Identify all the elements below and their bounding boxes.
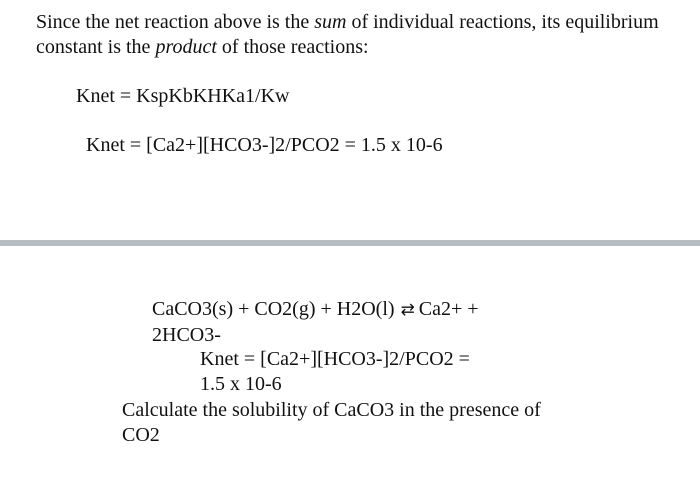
- question-knet-line1: Knet = [Ca2+][HCO3-]2/PCO2 =: [200, 348, 470, 370]
- intro-paragraph: [36, 10, 676, 60]
- question-prompt-line1: Calculate the solubility of CaCO3 in the presence of: [122, 399, 541, 421]
- intro-emphasis-product: product: [155, 36, 217, 58]
- intro-text-part3: of those reactions:: [216, 36, 369, 58]
- reaction-right-side: Ca2+ +: [418, 298, 479, 320]
- question-knet-line2: 1.5 x 10-6: [200, 373, 282, 395]
- section-divider: [0, 240, 700, 246]
- reaction-left-side: CaCO3(s) + CO2(g) + H2O(l): [152, 298, 395, 320]
- intro-emphasis-sum: sum: [314, 11, 347, 33]
- intro-text-part1: Since the net reaction above is the: [36, 11, 315, 33]
- reaction-equation: [152, 297, 479, 322]
- reaction-continuation: 2HCO3-: [152, 324, 221, 346]
- knet-product-equation: Knet = KspKbKHKa1/Kw: [76, 85, 290, 107]
- intro-text-part2: of individual reactions, its equilibrium constant is the: [36, 11, 659, 58]
- knet-expression-equation: Knet = [Ca2+][HCO3-]2/PCO2 = 1.5 x 10-6: [86, 134, 443, 156]
- question-prompt-line2: CO2: [122, 424, 160, 446]
- equilibrium-arrow-icon: ⇄: [400, 300, 415, 320]
